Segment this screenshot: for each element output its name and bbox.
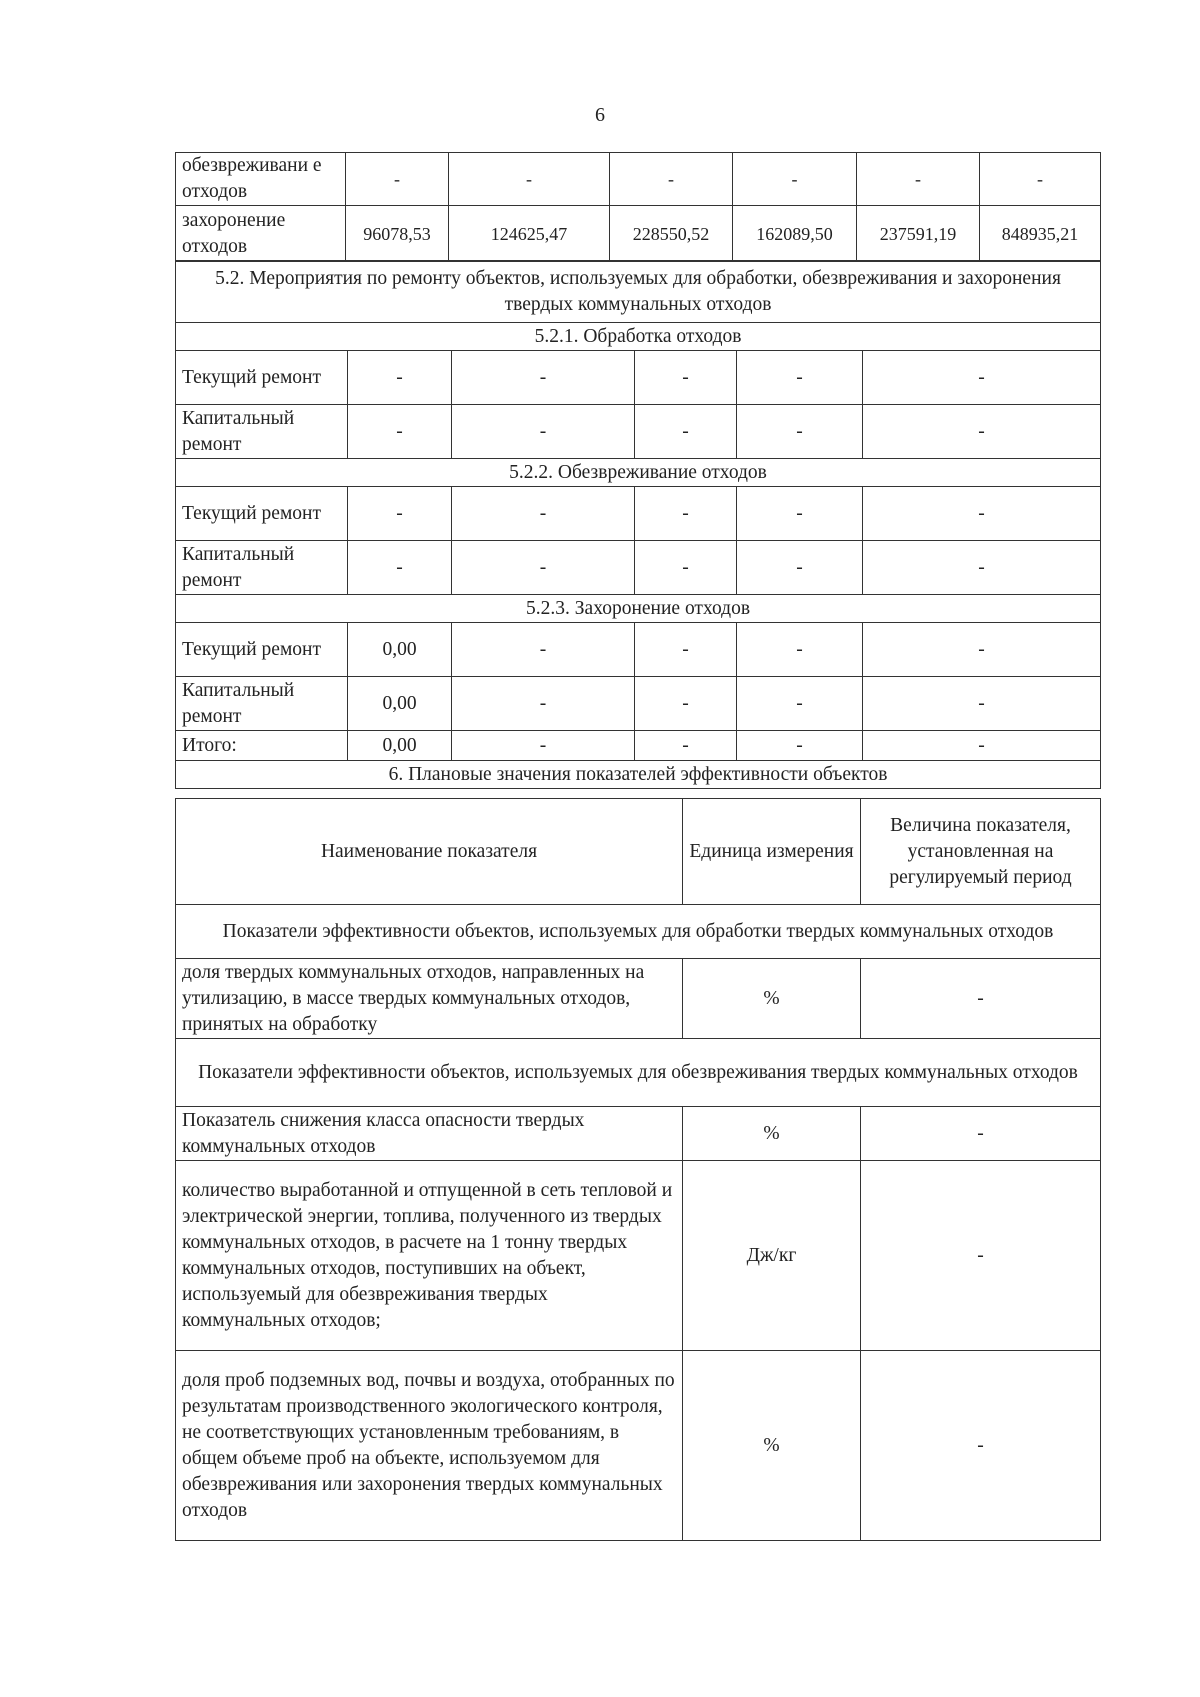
table-row xyxy=(176,206,1101,262)
row-label: Текущий ремонт xyxy=(176,351,348,405)
table-row xyxy=(176,351,1101,405)
total-row xyxy=(176,731,1101,761)
table-row xyxy=(176,1107,1101,1161)
table-cell: - xyxy=(635,623,737,677)
section-title: 5.2. Мероприятия по ремонту объектов, используемых для обработки, обезвреживания и захоронения твердых коммунальных отходов xyxy=(176,261,1101,323)
table-cell: - xyxy=(449,153,610,206)
indicator-value: - xyxy=(861,1351,1101,1541)
row-label: Текущий ремонт xyxy=(176,487,348,541)
row-label: Капитальный ремонт xyxy=(176,541,348,595)
column-header: Наименование показателя xyxy=(176,799,683,905)
section-title-row xyxy=(176,261,1101,323)
table-row xyxy=(176,677,1101,731)
row-label: Капитальный ремонт xyxy=(176,405,348,459)
table-cell: - xyxy=(348,405,452,459)
row-label: захоронение отходов xyxy=(176,206,346,262)
total-label: Итого: xyxy=(176,731,348,761)
group-row xyxy=(176,905,1101,959)
table-cell: - xyxy=(863,731,1101,761)
activity-table xyxy=(175,152,1101,262)
table-cell: 0,00 xyxy=(348,731,452,761)
table-cell: - xyxy=(635,487,737,541)
indicator-name: Показатель снижения класса опасности твердых коммунальных отходов xyxy=(176,1107,683,1161)
column-header: Единица измерения xyxy=(683,799,861,905)
table-cell: - xyxy=(863,405,1101,459)
table-cell: - xyxy=(452,623,635,677)
table-cell: - xyxy=(452,351,635,405)
table-cell: - xyxy=(737,405,863,459)
table-cell: - xyxy=(635,541,737,595)
row-label: Капитальный ремонт xyxy=(176,677,348,731)
table-cell: 228550,52 xyxy=(610,206,733,262)
table-row xyxy=(176,623,1101,677)
table-cell: 124625,47 xyxy=(449,206,610,262)
table-row xyxy=(176,959,1101,1039)
table-cell: - xyxy=(452,731,635,761)
table-cell: - xyxy=(737,677,863,731)
indicator-unit: Дж/кг xyxy=(683,1161,861,1351)
table-cell: - xyxy=(733,153,857,206)
table-cell: - xyxy=(980,153,1101,206)
table-cell: - xyxy=(452,677,635,731)
table-cell: - xyxy=(863,677,1101,731)
table-cell: - xyxy=(452,405,635,459)
table-cell: - xyxy=(635,405,737,459)
table-cell: 0,00 xyxy=(348,677,452,731)
section-title: 6. Плановые значения показателей эффективности объектов xyxy=(176,761,1101,789)
indicators-table xyxy=(175,798,1101,1541)
table-cell: - xyxy=(857,153,980,206)
row-label: Текущий ремонт xyxy=(176,623,348,677)
table-cell: - xyxy=(863,623,1101,677)
table-cell: - xyxy=(737,731,863,761)
indicator-value: - xyxy=(861,1107,1101,1161)
table-cell: 96078,53 xyxy=(346,206,449,262)
table-row xyxy=(176,487,1101,541)
group-title: Показатели эффективности объектов, используемых для обработки твердых коммунальных отходов xyxy=(176,905,1101,959)
indicator-unit: % xyxy=(683,1351,861,1541)
section-title-row xyxy=(176,761,1101,789)
subsection-row xyxy=(176,323,1101,351)
table-cell: - xyxy=(737,623,863,677)
table-cell: - xyxy=(863,541,1101,595)
table-cell: - xyxy=(348,541,452,595)
table-cell: 0,00 xyxy=(348,623,452,677)
subsection-title: 5.2.2. Обезвреживание отходов xyxy=(176,459,1101,487)
table-cell: - xyxy=(346,153,449,206)
table-row xyxy=(176,1351,1101,1541)
table-cell: 162089,50 xyxy=(733,206,857,262)
table-cell: - xyxy=(635,351,737,405)
indicator-value: - xyxy=(861,959,1101,1039)
table-row xyxy=(176,1161,1101,1351)
table-cell: 848935,21 xyxy=(980,206,1101,262)
indicator-name: доля проб подземных вод, почвы и воздуха, отобранных по результатам производственного экологического контроля, не соответствующих установленным требованиям, в общем объеме проб на объекте, используемом для обезвреживания или захоронения твердых коммунальных отходов xyxy=(176,1351,683,1541)
indicator-unit: % xyxy=(683,1107,861,1161)
indicator-value: - xyxy=(861,1161,1101,1351)
table-cell: - xyxy=(610,153,733,206)
header-row xyxy=(176,799,1101,905)
indicator-name: доля твердых коммунальных отходов, направленных на утилизацию, в массе твердых коммунальных отходов, принятых на обработку xyxy=(176,959,683,1039)
table-cell: - xyxy=(863,487,1101,541)
page-number: 6 xyxy=(595,104,605,126)
row-label: обезвреживани е отходов xyxy=(176,153,346,206)
table-row xyxy=(176,153,1101,206)
table-cell: - xyxy=(737,541,863,595)
table-cell: - xyxy=(863,351,1101,405)
indicator-unit: % xyxy=(683,959,861,1039)
table-cell: - xyxy=(635,731,737,761)
table-cell: - xyxy=(452,541,635,595)
table-cell: 237591,19 xyxy=(857,206,980,262)
column-header: Величина показателя, установленная на регулируемый период xyxy=(861,799,1101,905)
table-cell: - xyxy=(452,487,635,541)
indicator-name: количество выработанной и отпущенной в сеть тепловой и электрической энергии, топлива, полученного из твердых коммунальных отходов, в расчете на 1 тонну твердых коммунальных отходов, поступивших на объект, используемый для обезвреживания твердых коммунальных отходов; xyxy=(176,1161,683,1351)
repair-table xyxy=(175,260,1101,789)
table-cell: - xyxy=(635,677,737,731)
table-cell: - xyxy=(348,351,452,405)
table-row xyxy=(176,405,1101,459)
subsection-title: 5.2.3. Захоронение отходов xyxy=(176,595,1101,623)
table-cell: - xyxy=(737,351,863,405)
group-row xyxy=(176,1039,1101,1107)
subsection-title: 5.2.1. Обработка отходов xyxy=(176,323,1101,351)
subsection-row xyxy=(176,595,1101,623)
subsection-row xyxy=(176,459,1101,487)
group-title: Показатели эффективности объектов, используемых для обезвреживания твердых коммунальных отходов xyxy=(176,1039,1101,1107)
table-cell: - xyxy=(737,487,863,541)
table-cell: - xyxy=(348,487,452,541)
table-row xyxy=(176,541,1101,595)
